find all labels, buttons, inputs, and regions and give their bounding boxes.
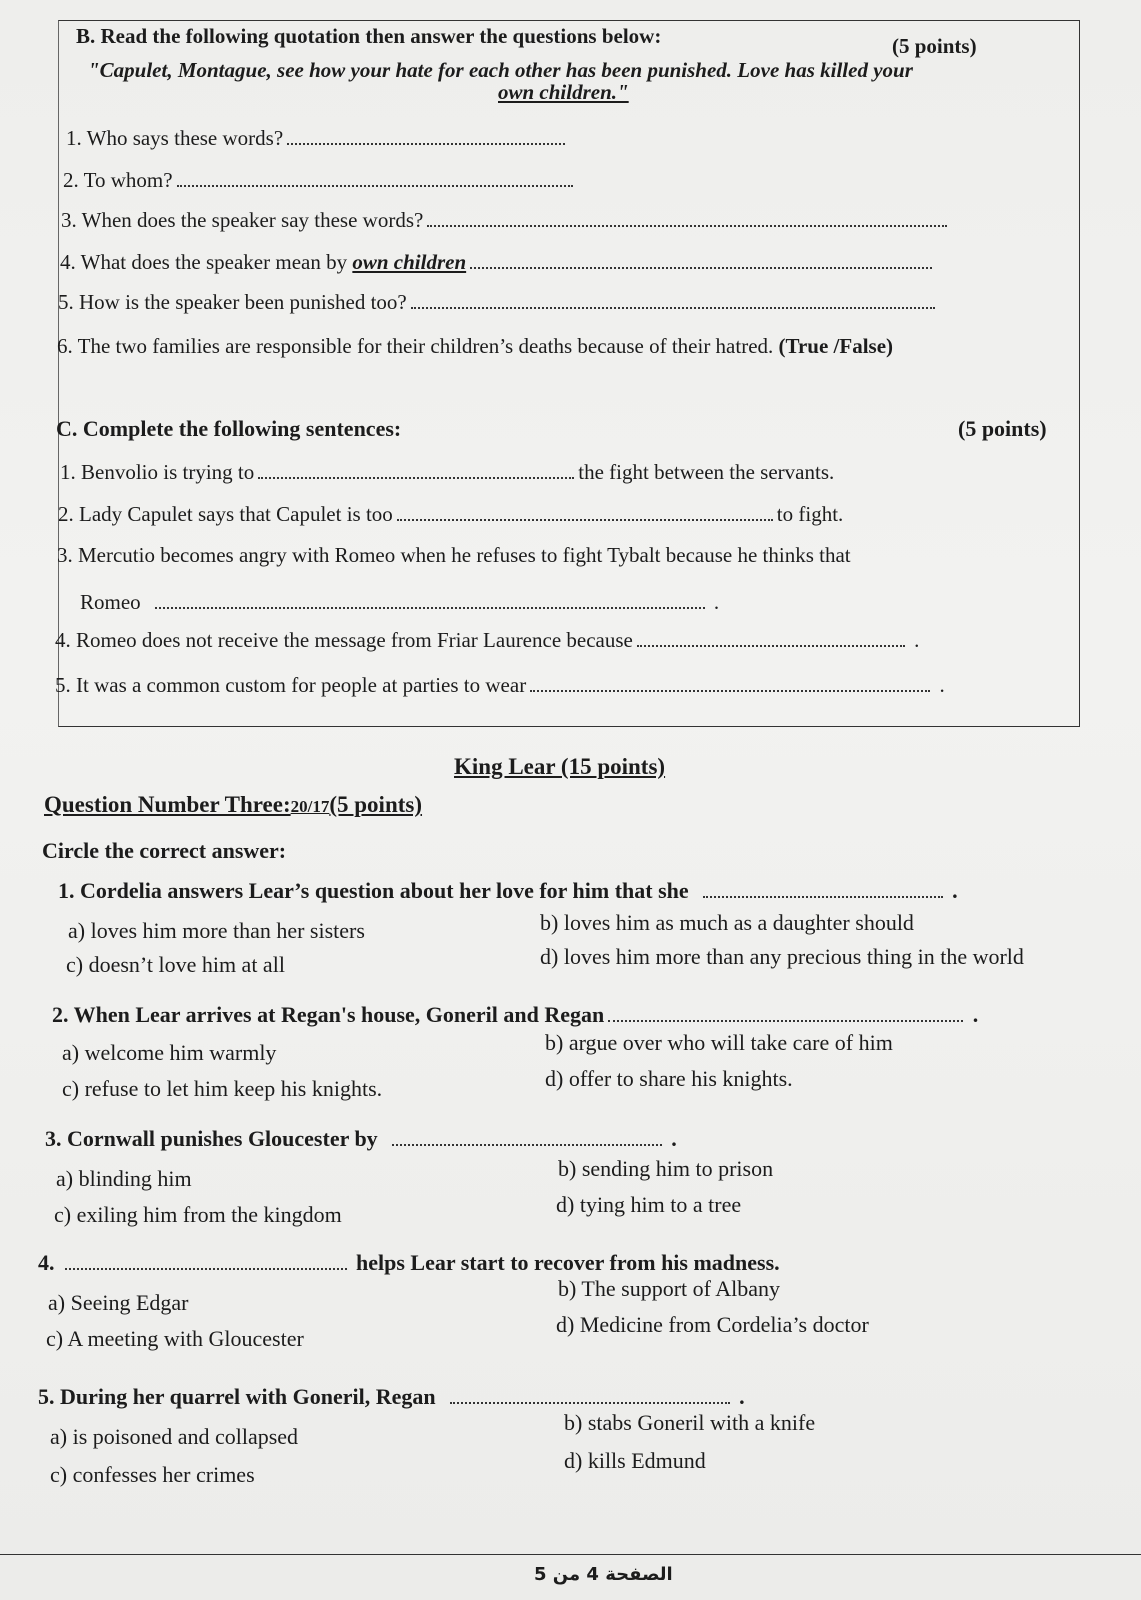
c-sentence-1 [60, 460, 834, 485]
footer-rule [0, 1554, 1141, 1555]
c-sentence-4-text: 4. Romeo does not receive the message from Friar Laurence because [55, 628, 633, 652]
mc1-option-a[interactable]: a) loves him more than her sisters [68, 918, 365, 943]
b-question-1 [66, 126, 569, 151]
answer-blank[interactable] [65, 1266, 347, 1270]
answer-blank[interactable] [427, 223, 947, 227]
answer-blank[interactable] [450, 1400, 730, 1404]
section-b-title: B. Read the following quotation then answer the questions below: [76, 24, 662, 48]
answer-blank[interactable] [287, 141, 565, 145]
c-sentence-4: 4. Romeo does not receive the message from Friar Laurence because . [55, 628, 920, 652]
mc-question-3: 3. Cornwall punishes Gloucester by . [45, 1126, 677, 1151]
mc2-option-d[interactable]: d) offer to share his knights. [545, 1066, 793, 1091]
mc-question-4-stem: helps Lear start to recover from his madness. [356, 1250, 780, 1275]
quotation-line-2 [498, 80, 629, 105]
mc5-option-a[interactable]: a) is poisoned and collapsed [50, 1424, 299, 1449]
mc3-option-b[interactable]: b) sending him to prison [558, 1156, 774, 1181]
mc5-option-d[interactable]: d) kills Edmund [564, 1448, 706, 1473]
answer-blank[interactable] [530, 688, 930, 692]
b-question-5-text: 5. How is the speaker been punished too? [58, 290, 407, 314]
answer-blank[interactable] [392, 1142, 662, 1146]
mc-question-3-stem: 3. Cornwall punishes Gloucester by [45, 1126, 378, 1151]
c-sentence-5-text: 5. It was a common custom for people at parties to wear [55, 673, 527, 697]
c-sentence-1-start: 1. Benvolio is trying to [60, 460, 255, 484]
page-number: الصفحة 4 من 5 [534, 1564, 673, 1585]
mc-question-4 [38, 1250, 780, 1276]
mc3-option-d[interactable]: d) tying him to a tree [556, 1192, 742, 1217]
mc-question-4-number: 4. [38, 1250, 55, 1275]
mc4-option-d[interactable]: d) Medicine from Cordelia’s doctor [556, 1312, 869, 1337]
c-sentence-5: 5. It was a common custom for people at parties to wear . [55, 673, 945, 697]
answer-blank[interactable] [703, 894, 943, 898]
answer-blank[interactable] [470, 265, 932, 269]
king-lear-heading: King Lear (15 points) [454, 754, 666, 779]
mc2-option-a[interactable]: a) welcome him warmly [62, 1040, 277, 1065]
question-three-label: Question Number Three: [44, 792, 291, 817]
mc5-option-b[interactable]: b) stabs Goneril with a knife [564, 1410, 816, 1435]
b-question-2 [63, 168, 577, 193]
quotation-line-1: "Capulet, Montague, see how your hate for each other has been punished. Love has killed your [88, 58, 913, 82]
question-three-points: (5 points) [329, 792, 423, 817]
mc4-option-c[interactable]: c) A meeting with Gloucester [46, 1326, 304, 1351]
c-sentence-1-end: the fight between the servants. [578, 460, 835, 484]
mc-question-2-stem: 2. When Lear arrives at Regan's house, Goneril and Regan [52, 1002, 605, 1027]
section-c-title: C. Complete the following sentences: [56, 416, 402, 441]
mc1-option-c[interactable]: c) doesn’t love him at all [66, 952, 285, 977]
circle-instruction: Circle the correct answer: [42, 838, 287, 863]
mc1-option-d[interactable]: d) loves him more than any precious thing in the world [540, 944, 1024, 969]
answer-blank[interactable] [608, 1018, 963, 1022]
mc-question-1-stem: 1. Cordelia answers Lear’s question about her love for him that she [58, 878, 689, 903]
c-sentence-2-start: 2. Lady Capulet says that Capulet is too [58, 502, 393, 526]
answer-blank[interactable] [397, 517, 773, 521]
mc-question-1: 1. Cordelia answers Lear’s question about her love for him that she . [58, 878, 958, 903]
b-question-5 [58, 290, 939, 315]
c-sentence-3-cont: Romeo . [80, 590, 720, 614]
mc2-option-b[interactable]: b) argue over who will take care of him [545, 1030, 893, 1055]
b-question-3 [61, 208, 951, 233]
c-sentence-3: 3. Mercutio becomes angry with Romeo when he refuses to fight Tybalt because he thinks that [57, 543, 851, 567]
mc-question-2: 2. When Lear arrives at Regan's house, Goneril and Regan . [52, 1002, 979, 1027]
mc5-option-c[interactable]: c) confesses her crimes [50, 1462, 255, 1487]
quotation-line-2-text: own children." [498, 80, 629, 104]
mc-question-5: 5. During her quarrel with Goneril, Regan . [38, 1384, 745, 1409]
b-question-3-text: 3. When does the speaker say these words? [61, 208, 424, 232]
mc4-option-b[interactable]: b) The support of Albany [558, 1276, 781, 1301]
b-question-6-text: 6. The two families are responsible for their children’s deaths because of their hatred. [57, 334, 774, 358]
mc3-option-c[interactable]: c) exiling him from the kingdom [54, 1202, 342, 1227]
c-sentence-2-end: to fight. [776, 502, 844, 526]
mc2-option-c[interactable]: c) refuse to let him keep his knights. [62, 1076, 383, 1101]
true-false-choice[interactable]: (True /False) [778, 334, 894, 358]
b-question-4-text: 4. What does the speaker mean by [60, 250, 348, 274]
answer-blank[interactable] [155, 605, 705, 609]
section-b-points: (5 points) [892, 34, 977, 58]
b-question-4 [60, 250, 936, 275]
question-three-mark: 20/17 [290, 797, 330, 816]
c-sentence-2 [58, 502, 843, 527]
question-three-heading [44, 792, 422, 818]
answer-blank[interactable] [411, 305, 935, 309]
b-question-1-text: 1. Who says these words? [66, 126, 284, 150]
section-c-points: (5 points) [958, 416, 1047, 441]
b-question-4-emphasis: own children [352, 250, 467, 274]
mc-question-5-stem: 5. During her quarrel with Goneril, Regan [38, 1384, 436, 1409]
b-question-6 [57, 334, 893, 359]
b-question-2-text: 2. To whom? [63, 168, 173, 192]
answer-blank[interactable] [177, 183, 573, 187]
mc1-option-b[interactable]: b) loves him as much as a daughter should [540, 910, 914, 935]
answer-blank[interactable] [258, 475, 574, 479]
mc4-option-a[interactable]: a) Seeing Edgar [48, 1290, 189, 1315]
mc3-option-a[interactable]: a) blinding him [56, 1166, 192, 1191]
c-sentence-3-romeo: Romeo [80, 590, 141, 614]
answer-blank[interactable] [637, 643, 905, 647]
